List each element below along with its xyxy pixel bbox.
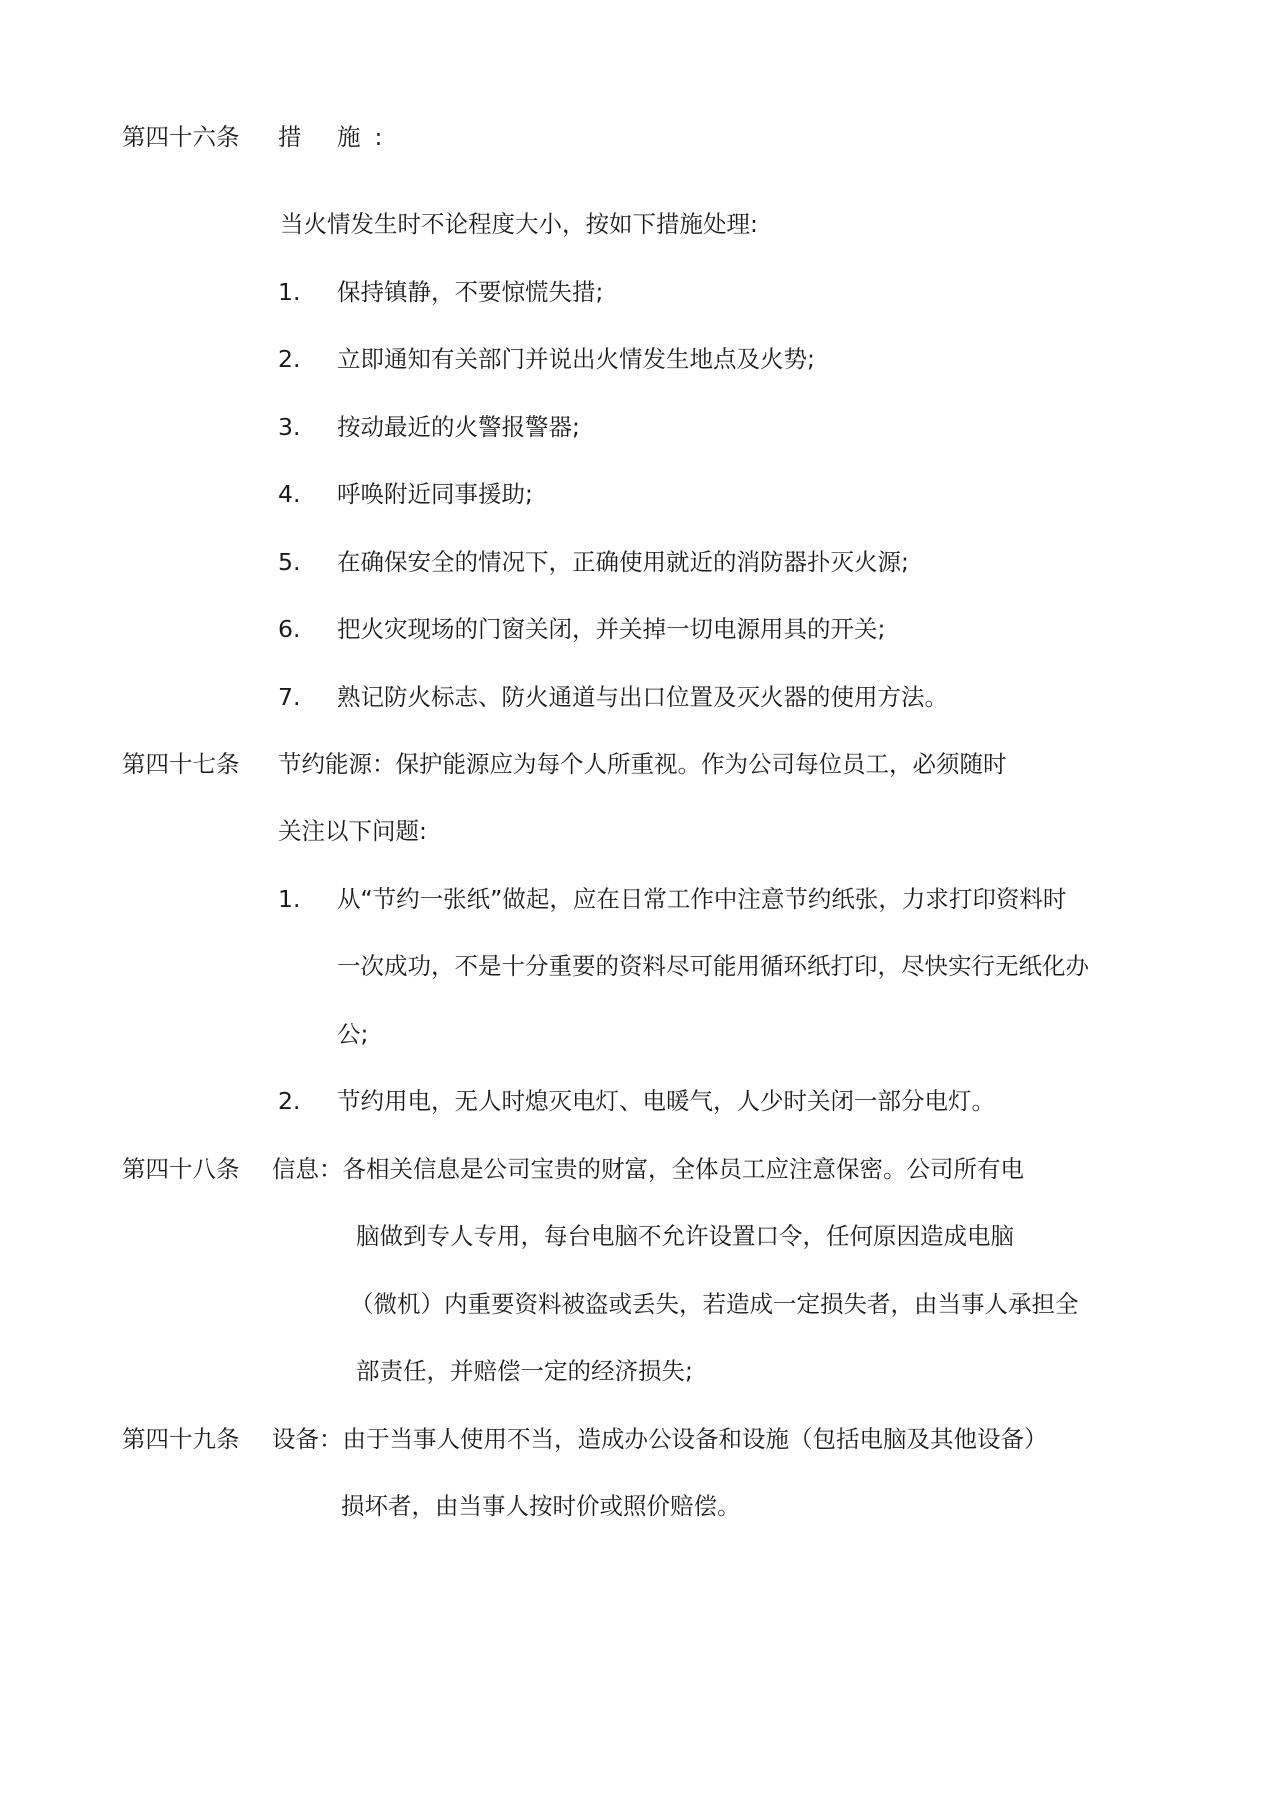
article-47-label: 第四十七条	[122, 750, 240, 778]
list-item: 呼唤附近同事援助;	[337, 480, 533, 508]
list-number: 4.	[278, 480, 301, 508]
article-48-text: 部责任，并赔偿一定的经济损失;	[356, 1357, 693, 1385]
list-item: 公;	[337, 1020, 369, 1048]
list-number: 3.	[278, 413, 301, 441]
article-46-label: 第四十六条	[122, 123, 240, 151]
article-48-label: 第四十八条	[122, 1155, 240, 1183]
list-item: 立即通知有关部门并说出火情发生地点及火势;	[337, 345, 815, 373]
list-number: 2.	[278, 345, 301, 373]
article-48-text: 信息：各相关信息是公司宝贵的财富，全体员工应注意保密。公司所有电	[272, 1155, 1024, 1183]
list-number: 1.	[278, 885, 301, 913]
article-48-text: 脑做到专人专用，每台电脑不允许设置口令，任何原因造成电脑	[356, 1222, 1014, 1250]
list-number: 1.	[278, 278, 301, 306]
list-item: 节约用电，无人时熄灭电灯、电暖气，人少时关闭一部分电灯。	[337, 1087, 995, 1115]
article-48-text: （微机）内重要资料被盗或丢失，若造成一定损失者，由当事人承担全	[350, 1290, 1079, 1318]
list-item: 从“节约一张纸”做起，应在日常工作中注意节约纸张，力求打印资料时	[337, 885, 1067, 913]
list-number: 7.	[278, 683, 301, 711]
list-item: 熟记防火标志、防火通道与出口位置及灭火器的使用方法。	[337, 683, 948, 711]
article-49-label: 第四十九条	[122, 1425, 240, 1453]
list-item: 按动最近的火警报警器;	[337, 413, 580, 441]
article-46-intro: 当火情发生时不论程度大小，按如下措施处理:	[280, 210, 758, 238]
list-number: 2.	[278, 1087, 301, 1115]
list-item: 在确保安全的情况下，正确使用就近的消防器扑灭火源;	[337, 548, 909, 576]
list-number: 5.	[278, 548, 301, 576]
article-47-text: 节约能源：保护能源应为每个人所重视。作为公司每位员工，必须随时	[278, 750, 1007, 778]
article-49-text: 设备：由于当事人使用不当，造成办公设备和设施（包括电脑及其他设备）	[272, 1425, 1048, 1453]
list-item: 保持镇静，不要惊慌失措;	[337, 278, 604, 306]
article-46-title: 措 施:	[278, 123, 397, 151]
list-item: 一次成功，不是十分重要的资料尽可能用循环纸打印，尽快实行无纸化办	[337, 952, 1089, 980]
list-item: 把火灾现场的门窗关闭，并关掉一切电源用具的开关;	[337, 615, 886, 643]
article-47-text: 关注以下问题:	[278, 817, 427, 845]
list-number: 6.	[278, 615, 301, 643]
article-49-text: 损坏者，由当事人按时价或照价赔偿。	[341, 1492, 741, 1520]
